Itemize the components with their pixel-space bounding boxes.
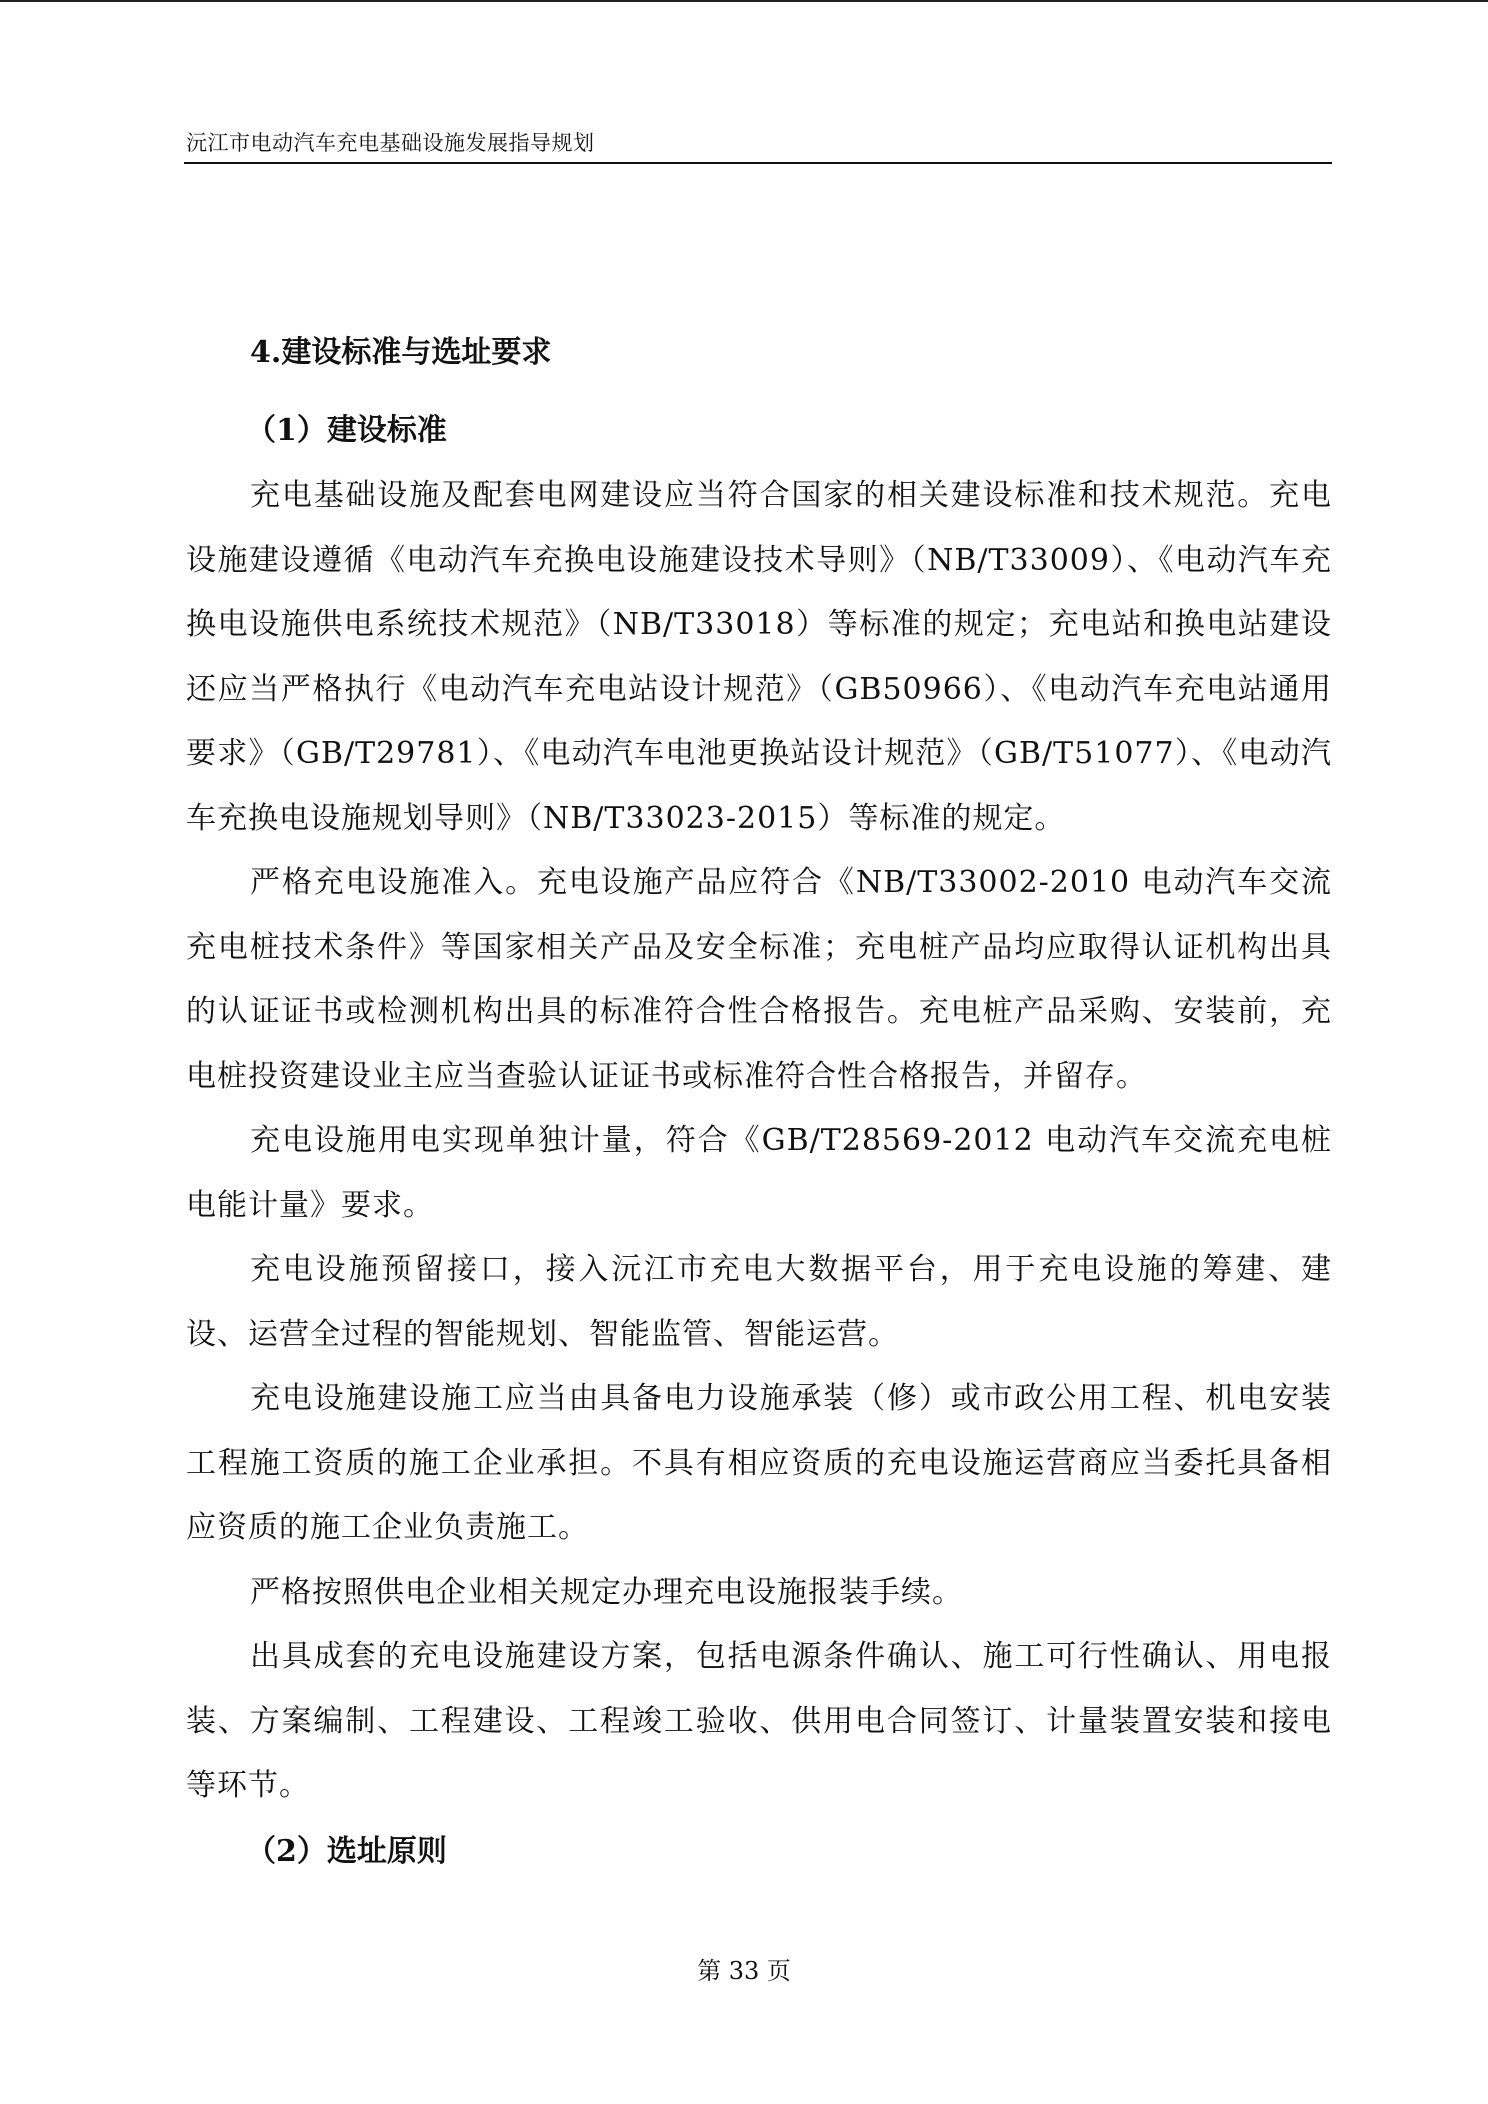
page-number: 第 33 页 xyxy=(697,1957,791,1985)
paragraph-construction-plan: 出具成套的充电设施建设方案，包括电源条件确认、施工可行性确认、用电报装、方案编制、工程建设、工程竣工验收、供用电合同签订、计量装置安装和接电等环节。 xyxy=(186,1639,1332,1803)
paragraph-data-platform: 充电设施预留接口，接入沅江市充电大数据平台，用于充电设施的筹建、建设、运营全过程的智能规划、智能监管、智能运营。 xyxy=(186,1252,1332,1352)
paragraph-installation-procedures: 严格按照供电企业相关规定办理充电设施报装手续。 xyxy=(250,1574,963,1610)
paragraph-construction-qualification: 充电设施建设施工应当由具备电力设施承装（修）或市政公用工程、机电安装工程施工资质的施工企业承担。不具有相应资质的充电设施运营商应当委托具备相应资质的施工企业负责施工。 xyxy=(186,1381,1332,1545)
subheading-construction-standards: （1）建设标准 xyxy=(246,413,447,448)
page-top-border xyxy=(0,0,1488,2)
running-header: 沅江市电动汽车充电基础设施发展指导规划 xyxy=(186,131,595,155)
paragraph-metering: 充电设施用电实现单独计量，符合《GB/T28569-2012 电动汽车交流充电桩电能计量》要求。 xyxy=(186,1123,1332,1223)
page-body xyxy=(186,320,1332,1885)
section-heading: 4.建设标准与选址要求 xyxy=(250,335,552,370)
paragraph-standards: 充电基础设施及配套电网建设应当符合国家的相关建设标准和技术规范。充电设施建设遵循《电动汽车充换电设施建设技术导则》（NB/T33009）、《电动汽车充换电设施供电系统技术规范》（NB/T33018）等标准的规定；充电站和换电站建设还应当严格执行《电动汽车充电站设计规范》（GB50966）、《电动汽车充电站通用要求》（GB/T29781）、《电动汽车电池更换站设计规范》（GB/T51077）、《电动汽车充换电设施规划导则》（NB/T33023-2015）等标准的规定。 xyxy=(186,478,1332,836)
subheading-site-selection: （2）选址原则 xyxy=(246,1833,447,1869)
header-rule xyxy=(184,162,1332,164)
paragraph-product-access: 严格充电设施准入。充电设施产品应符合《NB/T33002-2010 电动汽车交流充电桩技术条件》等国家相关产品及安全标准；充电桩产品均应取得认证机构出具的认证证书或检测机构出具的标准符合性合格报告。充电桩产品采购、安装前，充电桩投资建设业主应当查验认证证书或标准符合性合格报告，并留存。 xyxy=(186,865,1332,1094)
